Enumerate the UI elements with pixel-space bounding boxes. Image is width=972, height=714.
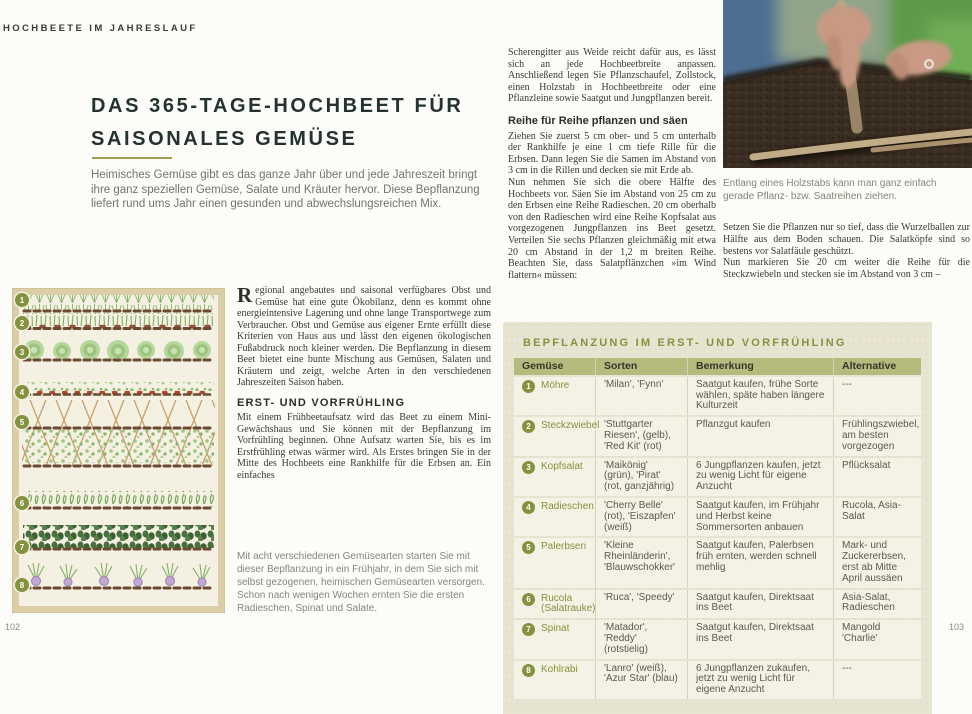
table-header-row [514, 358, 921, 375]
row-number-badge: 6 [522, 593, 535, 606]
cell-sorten: 'Cherry Belle' (rot), 'Eiszapfen' (weiß) [595, 498, 687, 536]
row-number-badge: 5 [522, 541, 535, 554]
planting-photo [723, 0, 972, 168]
vegetable-name: Kohlrabi [541, 663, 578, 675]
cell-sorten: 'Stuttgarter Riesen', (gelb), 'Red Kit' (rot) [595, 417, 687, 455]
planting-photo-image [723, 0, 972, 168]
cell-gemuese [514, 538, 595, 587]
season-heading: ERST- UND VORFRÜHLING [237, 396, 406, 409]
row-number-badge: 8 [522, 664, 535, 677]
table-header-cell: Sorten [595, 358, 687, 375]
row-marker: 3 [15, 345, 29, 359]
planting-table-title: BEPFLANZUNG IM ERST- UND VORFRÜHLING [523, 337, 847, 349]
cell-bemerkung: Saatgut kaufen, im Frühjahr und Herbst keine Sommersorten anbauen [687, 498, 833, 536]
cell-bemerkung: Pflanzgut kaufen [687, 417, 833, 455]
row-by-row-heading: Reihe für Reihe pflanzen und säen [508, 114, 688, 127]
page-title-line1: DAS 365-TAGE-HOCHBEET FÜR [91, 95, 464, 117]
cell-alternative: Mangold 'Charlie' [833, 620, 921, 658]
cell-alternative: --- [833, 377, 921, 415]
table-row [514, 661, 921, 699]
cell-gemuese [514, 661, 595, 699]
row-number-badge: 2 [522, 420, 535, 433]
cell-alternative: --- [833, 661, 921, 699]
row-number-badge: 4 [522, 501, 535, 514]
left-body-column [237, 285, 491, 481]
table-row [514, 458, 921, 496]
cell-alternative: Mark- und Zuckererbsen, erst ab Mitte April aussäen [833, 538, 921, 587]
right-column-1 [508, 47, 716, 281]
cell-gemuese [514, 377, 595, 415]
vegetable-name: Palerbsen [541, 541, 587, 553]
cell-bemerkung: Saatgut kaufen, Direktsaat ins Beet [687, 620, 833, 658]
running-head: HOCHBEETE IM JAHRESLAUF [3, 23, 198, 34]
table-header-cell: Bemerkung [687, 358, 833, 375]
intro-paragraph: Heimisches Gemüse gibt es das ganze Jahr über und jede Jahreszeit bringt ihre ganz speziellen Gemüse, Salate und Kräuter hervor. Diese Bepflanzung liefert rund ums Jahr einen gesunden und abwechslungsreichen Mix. [91, 169, 480, 210]
cell-bemerkung: 6 Jungpflanzen zukaufen, jetzt zu wenig Licht für eigene Anzucht [687, 661, 833, 699]
cell-gemuese [514, 620, 595, 658]
table-row [514, 590, 921, 619]
table-row [514, 498, 921, 536]
table-row [514, 377, 921, 415]
raised-bed-illustration [12, 288, 225, 613]
cell-gemuese [514, 458, 595, 496]
cell-bemerkung: Saatgut kaufen, Palerbsen früh ernten, werden schnell mehlig [687, 538, 833, 587]
table-header-cell: Gemüse [514, 358, 595, 375]
cell-gemuese [514, 590, 595, 619]
cell-sorten: 'Ruca', 'Speedy' [595, 590, 687, 619]
col1-paragraph-1: Scherengitter aus Weide reicht dafür aus, es lässt sich an jede Hochbeetbreite anpassen. Anschließend legen Sie Pflanzschaufel, Zollstock, einen Holzstab in Hochbeetbreite oder eine Pflanzleine sowie Saatgut und Jungpflanzen bereit. [508, 47, 716, 105]
cell-sorten: 'Milan', 'Fynn' [595, 377, 687, 415]
vegetable-name: Steckzwiebel [541, 420, 600, 432]
photo-caption: Entlang eines Holzstabs kann man ganz einfach gerade Pflanz- bzw. Saatreihen ziehen. [723, 178, 937, 202]
planting-table-panel [503, 322, 932, 714]
row-number-badge: 1 [522, 380, 535, 393]
table-header-cell: Alternative [833, 358, 921, 375]
row-marker: 5 [15, 415, 29, 429]
table-row [514, 538, 921, 587]
table-body [514, 377, 921, 699]
cell-sorten: 'Kleine Rheinländerin', 'Blauwschokker' [595, 538, 687, 587]
cell-alternative: Pflücksalat [833, 458, 921, 496]
cell-bemerkung: 6 Jungpflanzen kaufen, jetzt zu wenig Licht für eigene Anzucht [687, 458, 833, 496]
page-title [91, 90, 501, 156]
col1-paragraph-3: Nun nehmen Sie sich die obere Hälfte des Hochbeets vor. Säen Sie im Abstand von 25 cm zu den Erbsen eine Reihe Radieschen. 20 cm oberhalb von den Radieschen wird eine Reihe Kopfsalat aus vorgezogenen Jungpflanzen ins Beet gesetzt. Verteilen Sie sechs Pflanzen gleichmäßig mit etwa 20 cm Abstand in der 1,2 m breiten Reihe. Beachten Sie, dass Salatpflänzchen »im Wind flattern« müssen: [508, 176, 716, 281]
drop-cap: R [237, 283, 253, 307]
vegetable-name: Rucola (Salatrauke) [541, 592, 596, 615]
table-row [514, 620, 921, 658]
page-title-line2: SAISONALES GEMÜSE [91, 128, 358, 150]
body-paragraph-1: Regional angebautes und saisonal verfügbares Obst und Gemüse hat eine gute Ökobilanz, denn es kommt ohne energieintensive Lagerung und ohne lange Transportwege zum Verbraucher. Obst und Gemüse aus eigener Ernte erfüllt diese Kriterien von Haus aus und lässt den eigenen ökologischen Fußabdruck noch kleiner werden. Die Bepflanzung in diesem Beet bietet eine bunte Mischung aus Gemüsen, Salaten und Kräutern und zeigt, welche Arten in den verschiedenen Jahreszeiten Saison haben. [237, 283, 491, 388]
cell-sorten: 'Maikönig' (grün), 'Pirat' (rot, ganzjährig) [595, 458, 687, 496]
vegetable-name: Spinat [541, 623, 570, 635]
page-number-left: 102 [5, 622, 21, 632]
row-marker: 8 [15, 578, 29, 592]
cell-gemuese [514, 498, 595, 536]
cell-alternative: Asia-Salat, Radieschen [833, 590, 921, 619]
row-number-badge: 3 [522, 461, 535, 474]
illustration-caption: Mit acht verschiedenen Gemüsearten starten Sie mit dieser Bepflanzung in ein Frühjahr, in dem Sie sich mit selbst gezogenen, heimischen Gemüsearten versorgen. Schon nach wenigen Wochen ernten Sie die ersten Radieschen, Spinat und Salate. [237, 551, 485, 614]
row-marker: 7 [15, 540, 29, 554]
col2-paragraph-1: Setzen Sie die Pflanzen nur so tief, dass die Wurzelballen zur Hälfte aus dem Boden schauen. Die Salatköpfe sind so bestens vor Salatfäule geschützt. [723, 222, 970, 257]
page-number-right: 103 [948, 622, 964, 632]
vegetable-name: Radieschen [541, 500, 594, 512]
cell-bemerkung: Saatgut kaufen, Direktsaat ins Beet [687, 590, 833, 619]
table-row [514, 417, 921, 455]
cell-bemerkung: Saatgut kaufen, frühe Sorte wählen, späte haben längere Kulturzeit [687, 377, 833, 415]
title-underline [92, 157, 172, 159]
body-paragraph-2: Mit einem Frühbeetaufsatz wird das Beet zu einem Mini-Gewächshaus und Sie können mit der Bepflanzung im Vorfrühling beginnen. Ohne Aufsatz warten Sie, bis es im Erstfrühling etwas wärmer wird. Als Erstes bringen Sie in der Mitte des Hochbeets eine Rankhilfe für die Erbsen an. Ein einfaches [237, 412, 491, 481]
col1-paragraph-2: Ziehen Sie zuerst 5 cm ober- und 5 cm unterhalb der Rankhilfe je eine 1 cm tiefe Rille für die Erbsen. Dann legen Sie die Samen im Abstand von 3 cm in die Rillen und decken sie mit Erde ab. [508, 130, 716, 177]
row-marker: 4 [15, 385, 29, 399]
row-marker: 2 [15, 316, 29, 330]
vegetable-name: Möhre [541, 379, 570, 391]
cell-alternative: Rucola, Asia-Salat [833, 498, 921, 536]
row-marker: 6 [15, 496, 29, 510]
vegetable-name: Kopfsalat [541, 460, 583, 472]
right-column-2 [723, 222, 970, 281]
raised-bed-drawing [12, 288, 225, 613]
cell-gemuese [514, 417, 600, 455]
row-number-badge: 7 [522, 623, 535, 636]
row-marker: 1 [15, 293, 29, 307]
col2-paragraph-2: Nun markieren Sie 20 cm weiter die Reihe für die Steckzwiebeln und stecken sie im Abstand von 3 cm – [723, 257, 970, 281]
cell-sorten: 'Matador', 'Reddy' (rotstielig) [595, 620, 687, 658]
planting-table [514, 356, 921, 701]
cell-alternative: Frühlingszwiebel, am besten vorgezogen [833, 417, 921, 455]
cell-sorten: 'Lanro' (weiß), 'Azur Star' (blau) [595, 661, 687, 699]
